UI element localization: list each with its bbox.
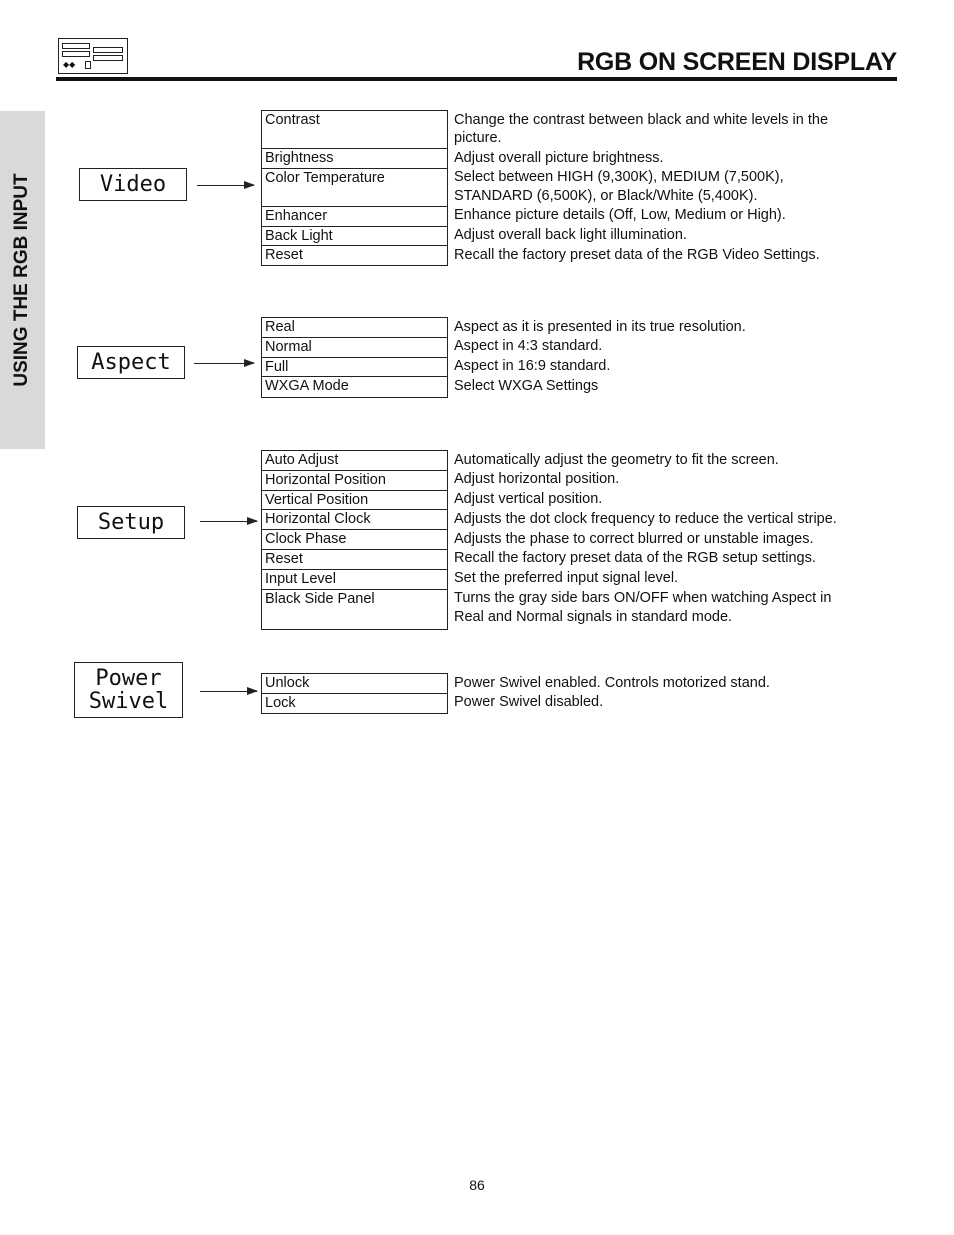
option-description: Automatically adjust the geometry to fit the screen. xyxy=(454,451,779,468)
video-options-table xyxy=(261,110,885,266)
option-name: Full xyxy=(262,357,448,377)
table-row xyxy=(262,470,885,490)
option-description: Adjust overall picture brightness. xyxy=(454,149,664,166)
option-name: Black Side Panel xyxy=(262,589,448,629)
option-name: Horizontal Position xyxy=(262,470,448,490)
option-description: Adjusts the dot clock frequency to reduce the vertical stripe. xyxy=(454,510,837,527)
power-swivel-label-line1: Power xyxy=(95,666,162,691)
option-description: Adjusts the phase to correct blurred or unstable images. xyxy=(454,530,814,547)
table-row xyxy=(262,357,885,377)
page-title: RGB ON SCREEN DISPLAY xyxy=(577,48,897,76)
tv-set-icon: ◆◆ xyxy=(58,38,128,74)
option-name: Reset xyxy=(262,549,448,569)
video-menu-box xyxy=(79,168,187,201)
option-name: Brightness xyxy=(262,149,448,169)
table-row xyxy=(262,337,885,357)
option-name: Vertical Position xyxy=(262,490,448,510)
option-name: Contrast xyxy=(262,111,448,149)
table-row xyxy=(262,549,885,569)
setup-options-table xyxy=(261,450,885,630)
aspect-options-table xyxy=(261,317,885,398)
table-row xyxy=(262,693,885,713)
option-description: Set the preferred input signal level. xyxy=(454,570,679,587)
video-arrow xyxy=(197,185,254,186)
option-name: Color Temperature xyxy=(262,168,448,206)
table-row xyxy=(262,510,885,530)
option-description: Adjust vertical position. xyxy=(454,491,603,508)
option-name: Unlock xyxy=(262,674,448,694)
option-description: Select WXGA Settings xyxy=(454,377,599,394)
side-tab xyxy=(0,111,45,449)
option-name: Input Level xyxy=(262,569,448,589)
table-row xyxy=(262,246,885,266)
power-swivel-arrow xyxy=(200,691,257,692)
page-number: 86 xyxy=(469,1177,485,1193)
power-swivel-label-line2: Swivel xyxy=(88,689,169,714)
setup-arrow xyxy=(200,521,257,522)
option-name: Horizontal Clock xyxy=(262,510,448,530)
table-row xyxy=(262,674,885,694)
table-row xyxy=(262,451,885,471)
table-row xyxy=(262,569,885,589)
option-name: WXGA Mode xyxy=(262,377,448,398)
option-description: Turns the gray side bars ON/OFF when watching Aspect in Real and Normal signals in standard mode. xyxy=(454,590,832,625)
option-name: Auto Adjust xyxy=(262,451,448,471)
option-description: Enhance picture details (Off, Low, Medium or High). xyxy=(454,207,786,224)
option-name: Enhancer xyxy=(262,206,448,226)
option-name: Clock Phase xyxy=(262,530,448,550)
table-row xyxy=(262,226,885,246)
table-row xyxy=(262,530,885,550)
table-row xyxy=(262,111,885,149)
header-rule xyxy=(56,77,897,81)
table-row xyxy=(262,318,885,338)
option-description: Select between HIGH (9,300K), MEDIUM (7,500K), STANDARD (6,500K), or Black/White (5,400K). xyxy=(454,169,784,205)
power-swivel-options-table xyxy=(261,673,885,714)
setup-menu-label: Setup xyxy=(97,510,165,535)
option-description: Power Swivel enabled. Controls motorized stand. xyxy=(454,674,770,691)
aspect-menu-box xyxy=(77,346,185,379)
side-tab-label: USING THE RGB INPUT xyxy=(11,173,32,387)
option-description: Adjust overall back light illumination. xyxy=(454,227,687,244)
option-description: Aspect in 16:9 standard. xyxy=(454,358,611,375)
power-swivel-menu-box xyxy=(74,662,183,718)
table-row xyxy=(262,149,885,169)
option-description: Recall the factory preset data of the RGB setup settings. xyxy=(454,550,816,567)
table-row xyxy=(262,377,885,398)
setup-menu-box xyxy=(77,506,185,539)
option-name: Reset xyxy=(262,246,448,266)
option-name: Lock xyxy=(262,693,448,713)
video-menu-label: Video xyxy=(99,172,167,197)
aspect-arrow xyxy=(194,363,254,364)
table-row xyxy=(262,589,885,629)
table-row xyxy=(262,490,885,510)
option-name: Normal xyxy=(262,337,448,357)
aspect-menu-label: Aspect xyxy=(91,350,171,375)
option-description: Recall the factory preset data of the RGB Video Settings. xyxy=(454,246,820,263)
option-description: Aspect in 4:3 standard. xyxy=(454,338,603,355)
option-description: Adjust horizontal position. xyxy=(454,471,620,488)
option-description: Power Swivel disabled. xyxy=(454,694,604,711)
option-name: Real xyxy=(262,318,448,338)
table-row xyxy=(262,206,885,226)
option-name: Back Light xyxy=(262,226,448,246)
table-row xyxy=(262,168,885,206)
option-description: Aspect as it is presented in its true resolution. xyxy=(454,318,746,335)
option-description: Change the contrast between black and white levels in the picture. xyxy=(454,111,829,147)
